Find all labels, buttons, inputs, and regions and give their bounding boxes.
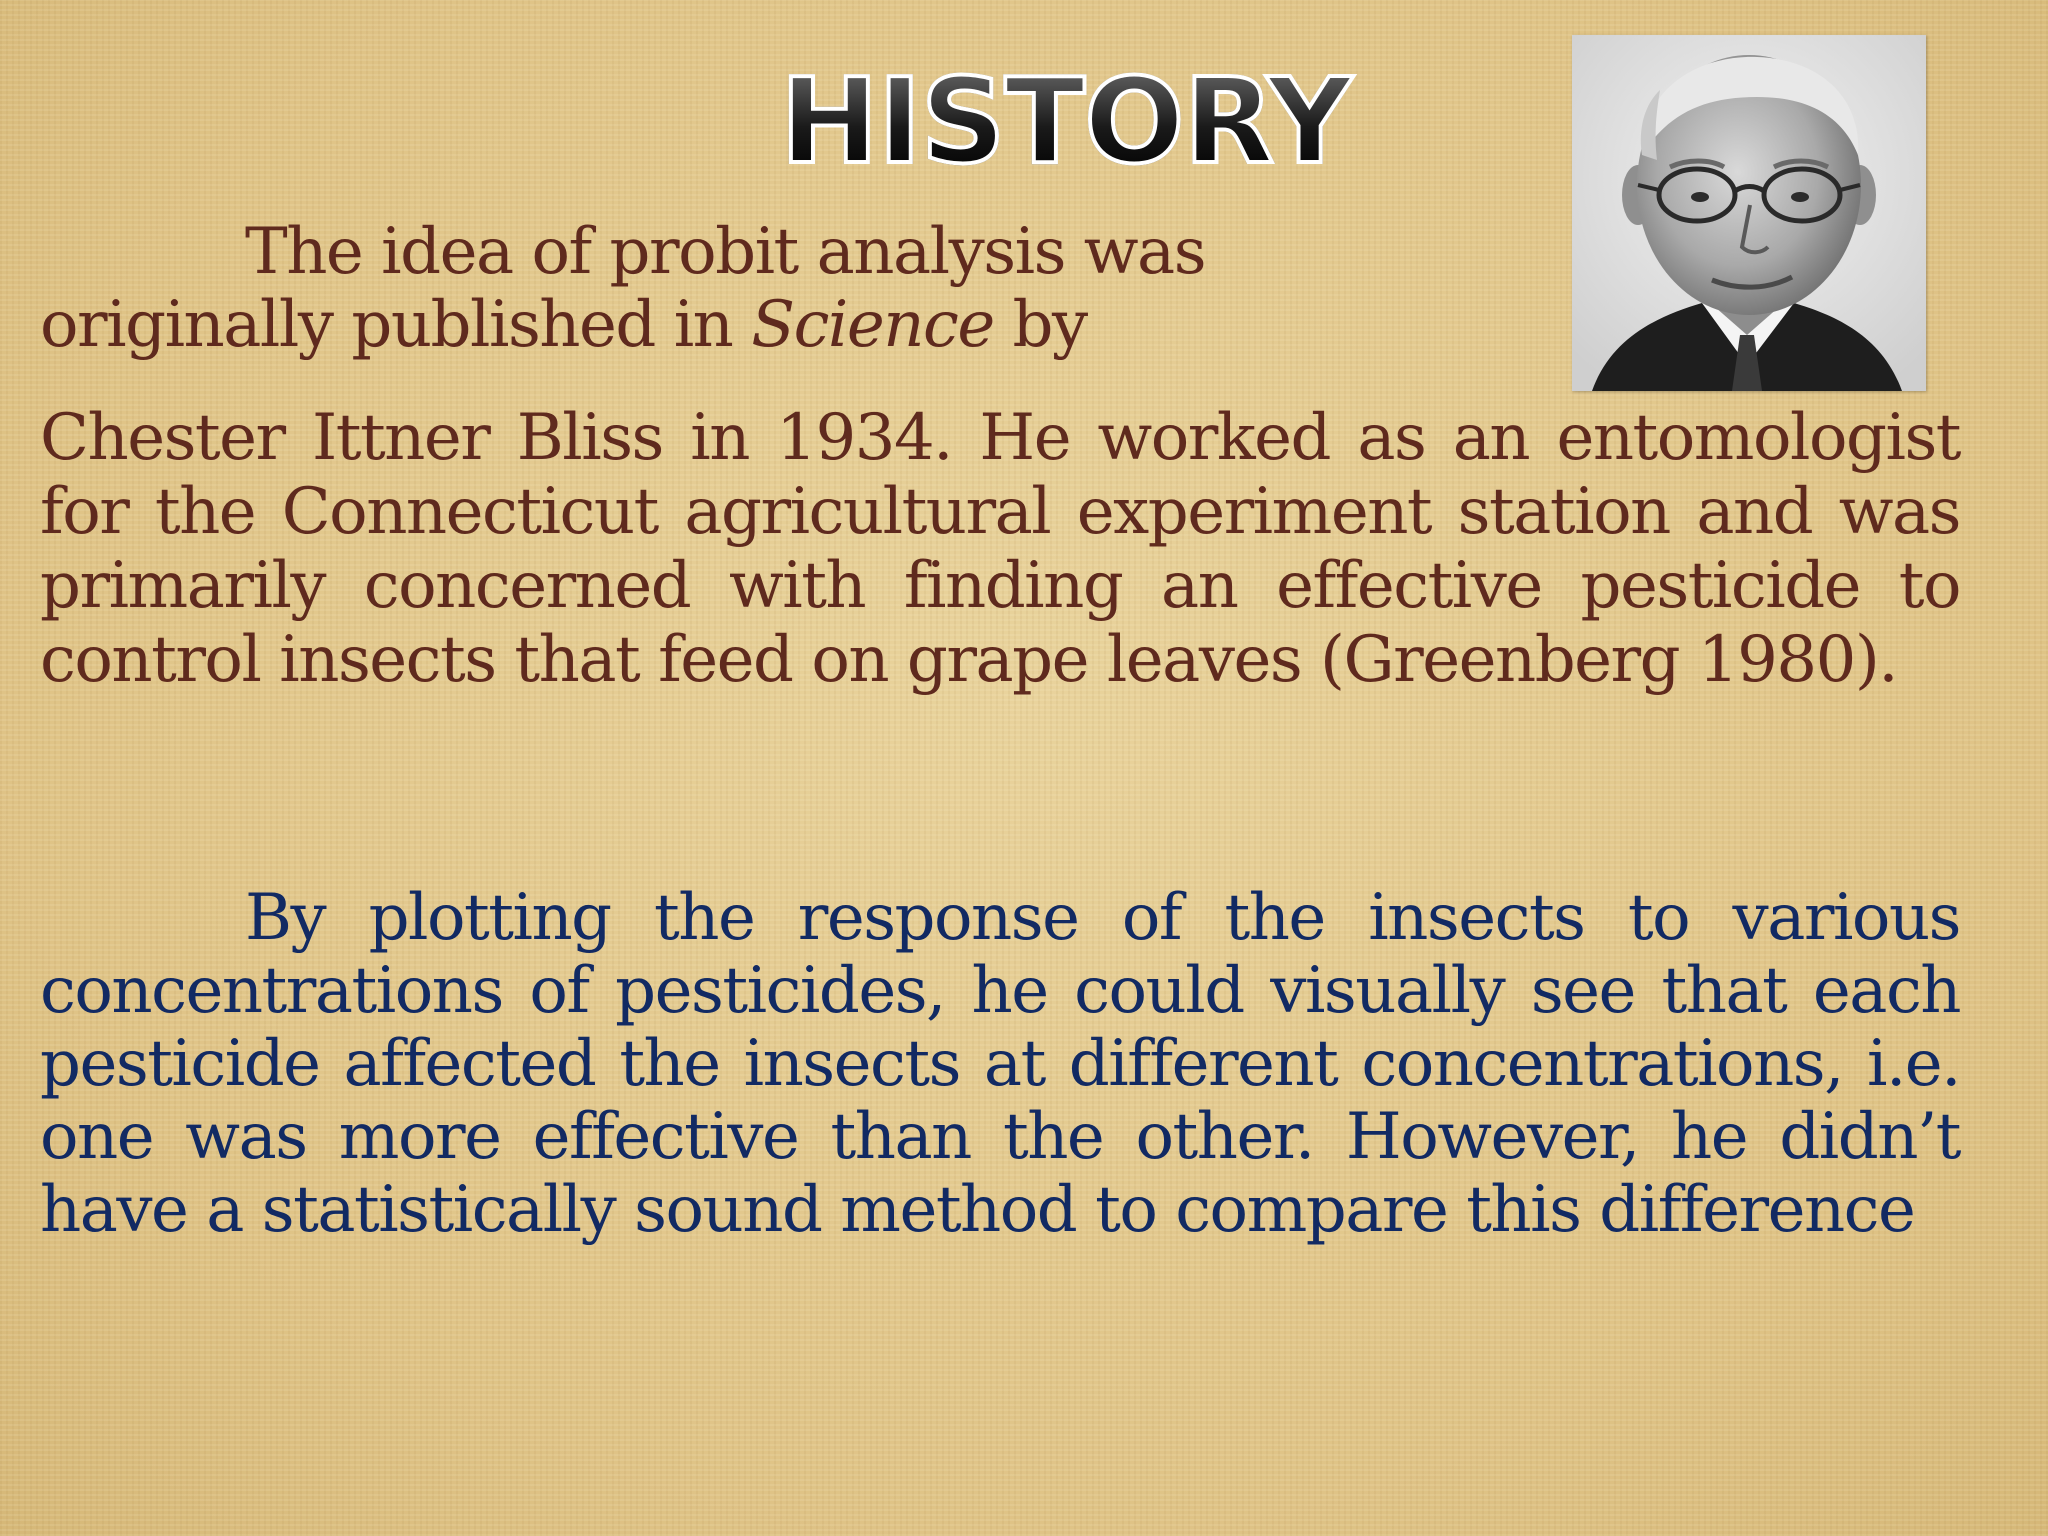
paragraph-1-line-1: The idea of probit analysis was	[245, 215, 1206, 289]
paragraph-1-body: Chester Ittner Bliss in 1934. He worked as an entomologist for the Connecticut agricultural experiment station and was primarily concerned with finding an effective pesticide to control insects that feed on grape leaves (Greenberg 1980).	[40, 401, 1960, 697]
journal-name: Science	[751, 288, 994, 362]
paragraph-2	[40, 882, 1960, 1247]
paragraph-1-line-2-end: by	[993, 288, 1087, 362]
portrait-photo	[1572, 35, 1926, 391]
paragraph-1-line-2-start: originally published in	[40, 288, 752, 362]
paragraph-1-intro	[40, 216, 1540, 362]
slide-title: HISTORY	[780, 52, 1352, 190]
paragraph-2-text: By plotting the response of the insects to various concentrations of pesticides, he could visually see that each pesticide affected the insects at different concentrations, i.e. one was more effective than the other. However, he didn’t have a statistically sound method to compare this difference	[40, 881, 1960, 1247]
